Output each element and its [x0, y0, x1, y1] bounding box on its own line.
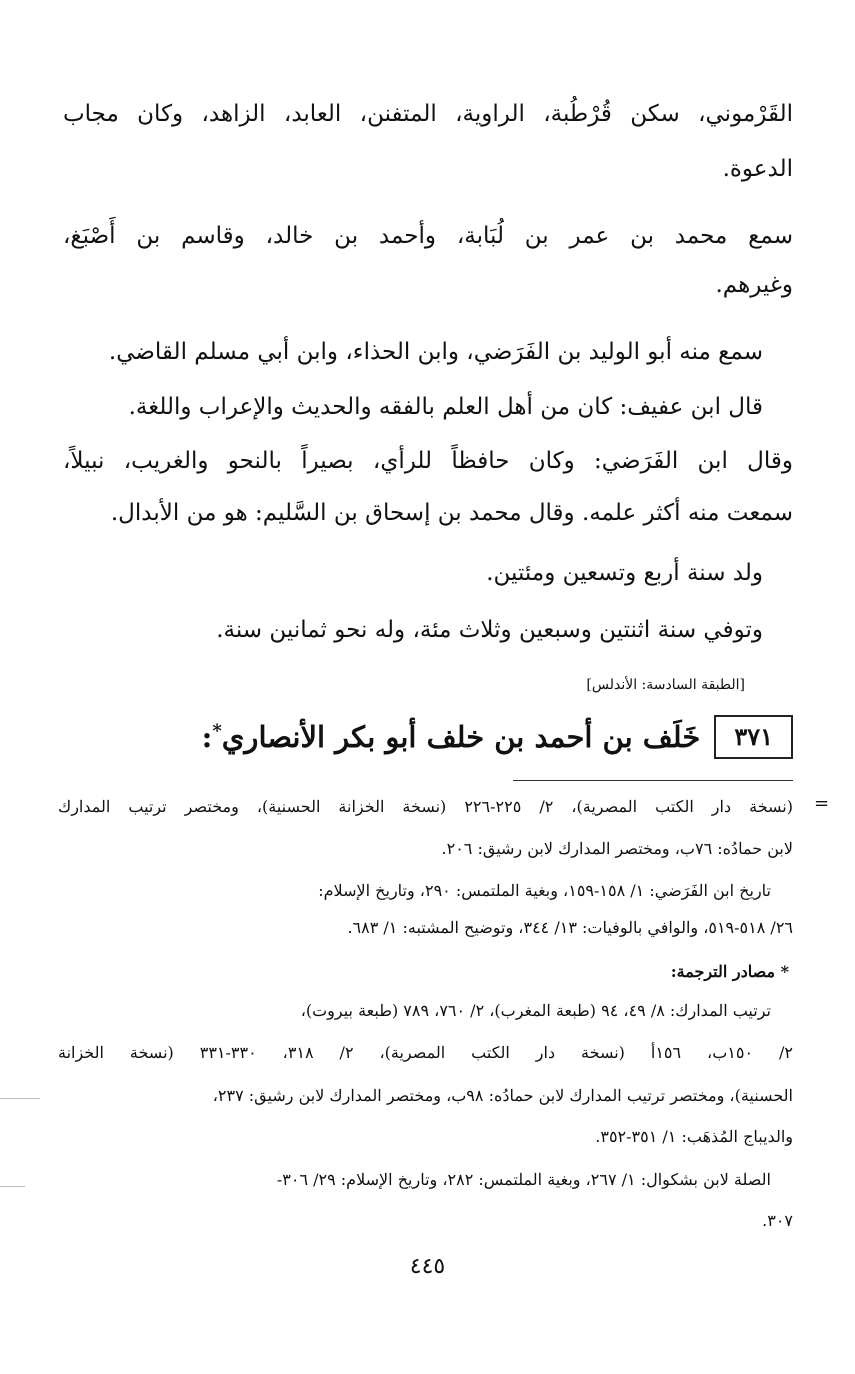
biography-line: وغيرهم. [715, 272, 793, 298]
biography-line: سمعت منه أكثر علمه. وقال محمد بن إسحاق بن السَّليم: هو من الأبدال. [110, 500, 793, 526]
footnote-line: تاريخ ابن الفَرَضي: ١/ ١٥٨-١٥٩، وبغية الملتمس: ٢٩٠، وتاريخ الإسلام: [318, 881, 771, 900]
entry-title-text: خَلَف بن أحمد بن خلف أبو بكر الأنصاري [221, 720, 701, 754]
source-line: والديباج المُذهَب: ١/ ٣٥١-٣٥٢. [595, 1127, 793, 1146]
biography-line: قال ابن عفيف: كان من أهل العلم بالفقه والحديث والإعراب واللغة. [128, 394, 763, 420]
scan-artifact-line [0, 1186, 25, 1187]
footnote-line: (نسخة دار الكتب المصرية)، ٢/ ٢٢٥-٢٢٦ (نسخة الخزانة الحسنية)، ومختصر ترتيب المدارك [58, 797, 794, 816]
footnote-rule [513, 780, 793, 781]
scan-artifact-line [0, 1098, 40, 1099]
section-note: [الطبقة السادسة: الأندلس] [586, 677, 745, 693]
biography-line: سمع منه أبو الوليد بن الفَرَضي، وابن الحذاء، وابن أبي مسلم القاضي. [108, 339, 763, 365]
footnote-line: لابن حمادُه: ٧٦ب، ومختصر المدارك لابن رشيق: ٢٠٦. [441, 839, 793, 858]
source-line: ٢/ ١٥٠ب، ١٥٦أ (نسخة دار الكتب المصرية)، ٢/ ٣١٨، ٣٣٠-٣٣١ (نسخة الخزانة [58, 1043, 794, 1062]
source-line: ترتيب المدارك: ٨/ ٤٩، ٩٤ (طبعة المغرب)، ٢/ ٧٦٠، ٧٨٩ (طبعة بيروت)، [300, 1001, 771, 1020]
source-line: الحسنية)، ومختصر ترتيب المدارك لابن حمادُه: ٩٨ب، ومختصر المدارك لابن رشيق: ٢٣٧، [212, 1086, 793, 1105]
biography-line: سمع محمد بن عمر بن لُبَابة، وأحمد بن خالد، وقاسم بن أَصْبَغ، [63, 223, 793, 249]
source-line: الصلة لابن بشكوال: ١/ ٢٦٧، وبغية الملتمس: ٢٨٢، وتاريخ الإسلام: ٢٩/ ٣٠٦- [276, 1170, 771, 1189]
biography-line: وتوفي سنة اثنتين وسبعين وثلاث مئة، وله نحو ثمانين سنة. [216, 617, 763, 643]
sources-heading: * مصادر الترجمة: [670, 962, 789, 981]
entry-heading [202, 712, 793, 762]
biography-line: وقال ابن الفَرَضي: وكان حافظاً للرأي، بصيراً بالنحو والغريب، نبيلاً، [63, 448, 793, 474]
entry-number-box: ٣٧١ [714, 715, 793, 759]
continuation-marker: = [814, 793, 830, 814]
entry-title-colon: : [201, 720, 213, 754]
page-number: ٤٤٥ [409, 1254, 446, 1279]
footnote-line: ٢٦/ ٥١٨-٥١٩، والوافي بالوفيات: ١٣/ ٣٤٤، وتوضيح المشتبه: ١/ ٦٨٣. [347, 918, 793, 937]
source-line: ٣٠٧. [762, 1211, 793, 1230]
footnote-star: * [212, 720, 222, 742]
biography-line: القَرْموني، سكن قُرْطُبة، الراوية، المتفنن، العابد، الزاهد، وكان مجاب [63, 101, 793, 127]
biography-line: الدعوة. [722, 156, 793, 182]
entry-title [202, 720, 701, 754]
biography-line: ولد سنة أربع وتسعين ومئتين. [486, 560, 763, 586]
